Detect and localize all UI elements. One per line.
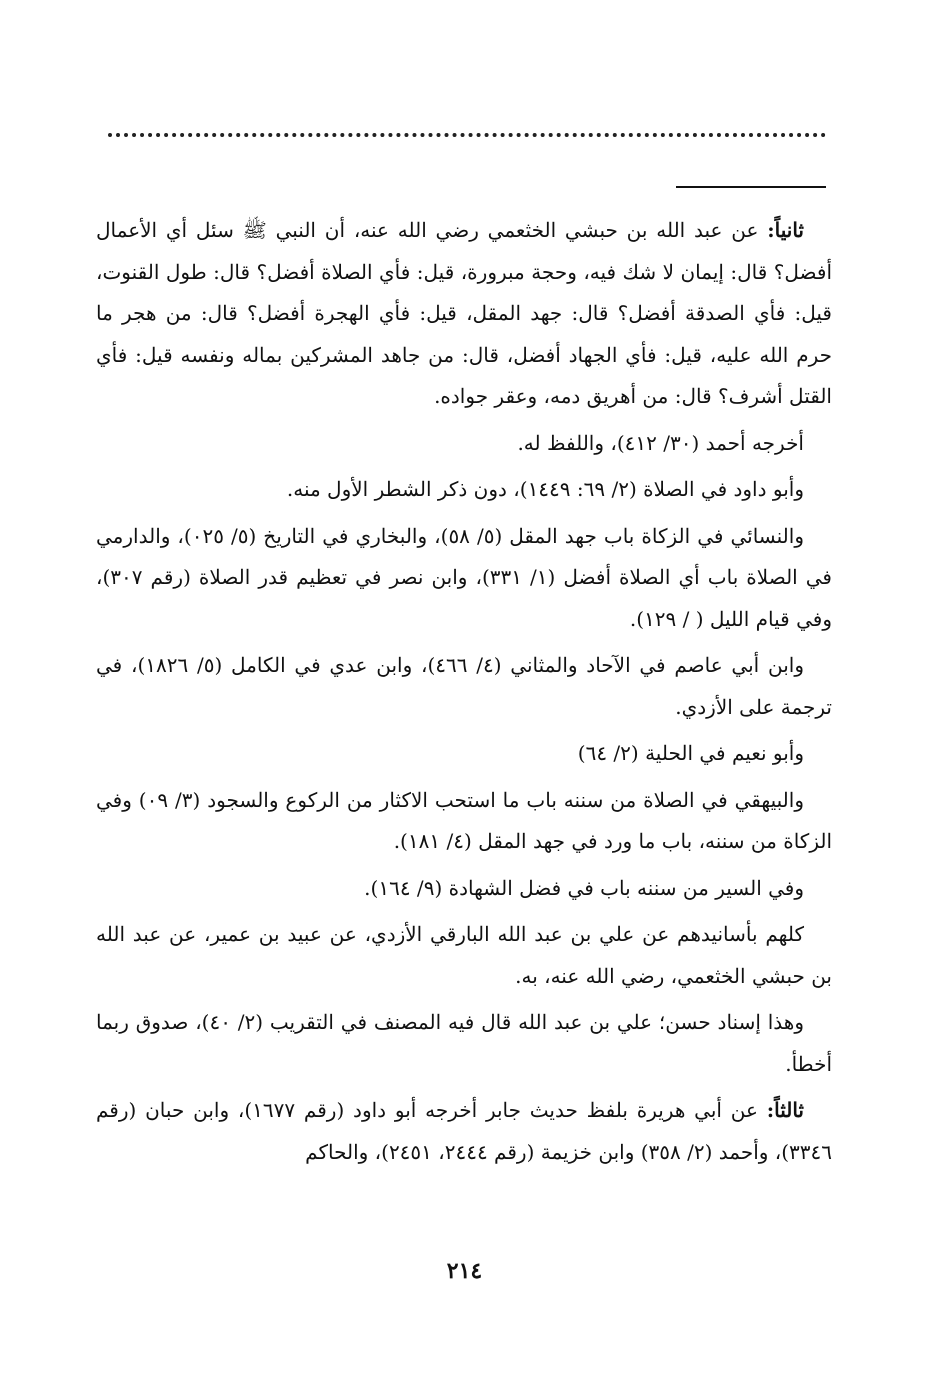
paragraph-bayhaqi: والبيهقي في الصلاة من سننه باب ما استحب الاكثار من الركوع والسجود (٣/ ٠٩) وفي الزكاة من سننه، باب ما ورد في جهد المقل (٤/ ١٨١). (96, 787, 832, 853)
footnote-rule (676, 186, 826, 188)
page-number: ٢١٤ (446, 1258, 483, 1284)
paragraph-grading: وهذا إسناد حسن؛ علي بن عبد الله قال فيه المصنف في التقريب (٢/ ٤٠)، صدوق ربما أخطأ. (96, 1010, 832, 1076)
paragraph-siyar: وفي السير من سننه باب في فضل الشهادة (٩/ ١٦٤). (364, 875, 804, 900)
paragraph-lead-third: ثالثاً: (766, 1098, 804, 1122)
paragraph-ahmad: أخرجه أحمد (٣٠/ ٤١٢)، واللفظ له. (517, 430, 804, 455)
paragraph-third-hadith (96, 1090, 832, 1173)
paragraph-lead-second: ثانياً: (767, 218, 804, 242)
footnote-body (96, 210, 832, 1178)
paragraph-abu-dawud: وأبو داود في الصلاة (٢/ ٦٩: ١٤٤٩)، دون ذكر الشطر الأول منه. (286, 477, 804, 501)
paragraph-text-second: عن عبد الله بن حبشي الخثعمي رضي الله عنه، أن النبي ﷺ سئل أي الأعمال أفضل؟ قال: إيمان لا شك فيه، وحجة مبرورة، قيل: فأي الصلاة أفضل؟ قال: طول القنوت، قيل: فأي الصدقة أفضل؟ قال: جهد المقل، قيل: فأي الهجرة أفضل؟ قال: من هجر ما حرم الله عليه، قيل: فأي الجهاد أفضل، قال: من جاهد المشركين بماله ونفسه قيل: فأي القتل أشرف؟ قال: من أهريق دمه، وعقر جواده. (96, 218, 832, 408)
paragraph-nasai: والنسائي في الزكاة باب جهد المقل (٥/ ٥٨)، والبخاري في التاريخ (٥/ ٠٢٥)، والدارمي في الصلاة باب أي الصلاة أفضل (١/ ٣٣١)، وابن نصر في تعظيم قدر الصلاة (رقم ٣٠٧)، وفي قيام الليل ( / ١٢٩). (96, 523, 832, 631)
paragraph-ibn-abi-asim: وابن أبي عاصم في الآحاد والمثاني (٤/ ٤٦٦)، وابن عدي في الكامل (٥/ ١٨٢٦)، في ترجمة على الأزدي. (96, 653, 832, 719)
paragraph-abu-nuaym: وأبو نعيم في الحلية (٢/ ٦٤) (577, 741, 804, 765)
dotted-separator (108, 133, 826, 137)
paragraph-second-hadith (96, 210, 832, 418)
paragraph-isnad: كلهم بأسانيدهم عن علي بن عبد الله البارقي الأزدي، عن عبيد بن عمير، عن عبد الله بن حبشي الخثعمي، رضي الله عنه، به. (96, 922, 832, 988)
paragraph-text-third: عن أبي هريرة بلفظ حديث جابر أخرجه أبو داود (رقم ١٦٧٧)، وابن حبان (رقم ٣٣٤٦)، وأحمد (٢/ ٣٥٨) وابن خزيمة (رقم ٢٤٤٤، ٢٤٥١)، والحاكم (96, 1098, 832, 1164)
